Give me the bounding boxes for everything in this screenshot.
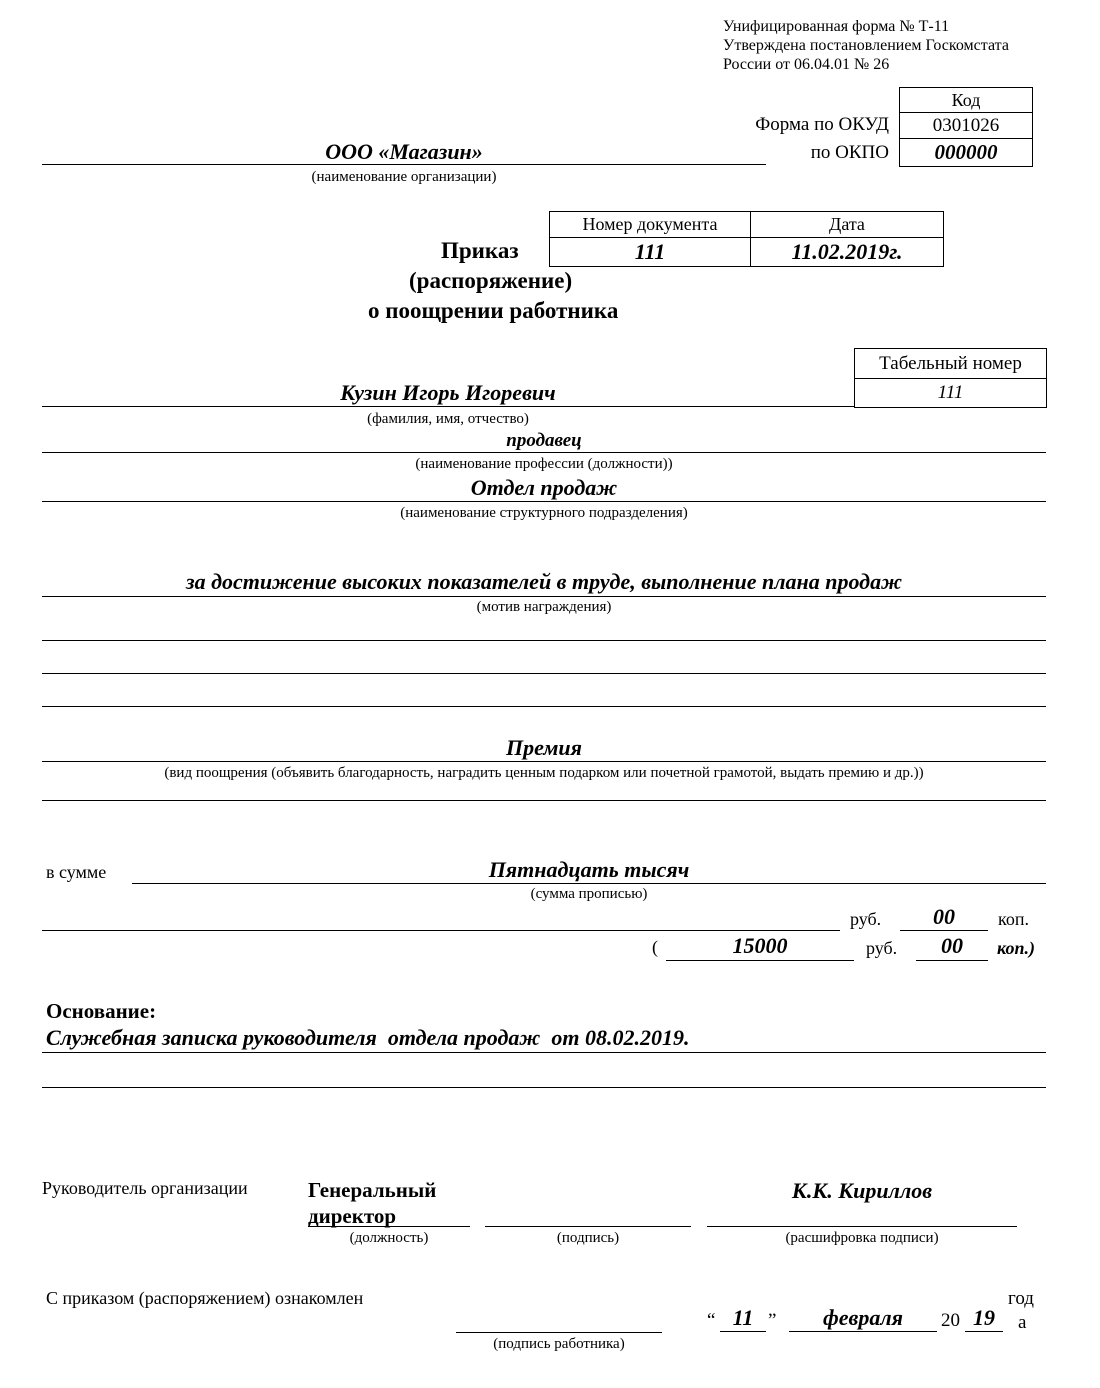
head-name-line bbox=[707, 1226, 1017, 1227]
ack-day: 11 bbox=[732, 1305, 754, 1330]
organization-name: ООО «Магазин» bbox=[325, 139, 483, 164]
blank-line bbox=[42, 706, 1046, 707]
tab-number-header bbox=[854, 348, 1047, 379]
head-name: К.К. Кириллов bbox=[791, 1178, 933, 1203]
ack-signature-line bbox=[456, 1332, 662, 1333]
doc-number-value: 111 bbox=[634, 239, 666, 264]
form-header-line2: Утверждена постановлением Госкомстата bbox=[723, 37, 1009, 54]
kop-label: коп. bbox=[998, 909, 1029, 929]
kop-label-2: коп.) bbox=[997, 938, 1035, 958]
basis-label: Основание: bbox=[46, 999, 157, 1023]
rub-label-2: руб. bbox=[866, 938, 898, 958]
employee-name-line bbox=[42, 406, 854, 407]
reward-line bbox=[42, 761, 1046, 762]
head-position-line2: директор bbox=[308, 1204, 397, 1228]
ack-month: февраля bbox=[823, 1305, 903, 1330]
motive-caption: (мотив награждения) bbox=[476, 599, 612, 615]
date-quote-close: ” bbox=[768, 1310, 777, 1331]
doc-title-2: (распоряжение) bbox=[409, 268, 573, 293]
organization-caption: (наименование организации) bbox=[311, 169, 497, 185]
ack-year-prefix: 20 bbox=[941, 1310, 960, 1331]
amount-digits: 15000 bbox=[732, 933, 788, 958]
amount-words-line bbox=[132, 883, 1046, 884]
kod-label: Код bbox=[951, 90, 981, 110]
head-signature-caption: (подпись) bbox=[556, 1230, 620, 1246]
position-caption: (наименование профессии (должности)) bbox=[415, 456, 673, 472]
doc-number-cell bbox=[549, 237, 751, 267]
organization-line bbox=[42, 164, 766, 165]
kop-line bbox=[900, 930, 988, 931]
head-signature-line bbox=[485, 1226, 691, 1227]
amount-digits-line bbox=[666, 960, 854, 961]
basis-text: Служебная записка руководителя отдела продаж от 08.02.2019. bbox=[46, 1025, 690, 1050]
okud-label: Форма по ОКУД bbox=[755, 114, 889, 135]
doc-number-header bbox=[549, 211, 751, 238]
amount-words-caption: (сумма прописью) bbox=[530, 886, 648, 902]
doc-date-header bbox=[750, 211, 944, 238]
ack-month-line bbox=[789, 1331, 937, 1332]
amount-words: Пятнадцать тысяч bbox=[488, 857, 690, 882]
doc-date-value: 11.02.2019г. bbox=[791, 239, 903, 264]
head-position-line1: Генеральный bbox=[308, 1178, 437, 1202]
employee-name-caption: (фамилия, имя, отчество) bbox=[367, 411, 529, 427]
reward-text: Премия bbox=[506, 735, 582, 760]
open-paren: ( bbox=[652, 937, 658, 957]
employee-department: Отдел продаж bbox=[470, 475, 618, 500]
doc-date-label: Дата bbox=[829, 214, 865, 234]
blank-line bbox=[42, 640, 1046, 641]
ack-year-line bbox=[965, 1331, 1003, 1332]
form-header-line1: Унифицированная форма № Т-11 bbox=[723, 18, 950, 35]
ack-day-line bbox=[720, 1331, 766, 1332]
blank-line bbox=[42, 1087, 1046, 1088]
department-line bbox=[42, 501, 1046, 502]
okud-value: 0301026 bbox=[932, 115, 1000, 136]
okpo-value: 000000 bbox=[934, 140, 998, 164]
department-caption: (наименование структурного подразделения) bbox=[400, 505, 688, 521]
amount-words-line-2 bbox=[42, 930, 840, 931]
blank-line bbox=[42, 800, 1046, 801]
rub-label: руб. bbox=[850, 909, 882, 929]
kop-value: 00 bbox=[933, 904, 955, 929]
position-line bbox=[42, 452, 1046, 453]
blank-line bbox=[42, 673, 1046, 674]
basis-line bbox=[42, 1052, 1046, 1053]
head-position-caption: (должность) bbox=[349, 1230, 429, 1246]
motive-line bbox=[42, 596, 1046, 597]
doc-date-cell bbox=[750, 237, 944, 267]
motive-text: за достижение высоких показателей в труде, выполнение плана продаж bbox=[185, 569, 903, 594]
ack-signature-caption: (подпись работника) bbox=[493, 1336, 625, 1352]
ack-year-suffix: 19 bbox=[973, 1305, 995, 1330]
head-position bbox=[308, 1177, 436, 1229]
kod-header-cell bbox=[899, 87, 1033, 113]
form-header-line3: России от 06.04.01 № 26 bbox=[723, 56, 890, 73]
reward-caption: (вид поощрения (объявить благодарность, наградить ценным подарком или почетной грамотой, выдать премию и др.)) bbox=[164, 765, 924, 781]
tab-number-value: 111 bbox=[937, 382, 964, 403]
employee-name: Кузин Игорь Игоревич bbox=[340, 380, 556, 405]
employee-position: продавец bbox=[506, 430, 582, 451]
tab-number-label: Табельный номер bbox=[879, 353, 1022, 374]
form-header bbox=[723, 17, 1009, 74]
okud-cell bbox=[899, 112, 1033, 139]
head-name-caption: (расшифровка подписи) bbox=[785, 1230, 939, 1246]
date-quote-open: “ bbox=[707, 1310, 716, 1331]
ack-god: год bbox=[1008, 1288, 1034, 1309]
head-position-line bbox=[308, 1226, 470, 1227]
okpo-cell bbox=[899, 138, 1033, 167]
ack-a: а bbox=[1018, 1312, 1027, 1333]
kop-line-2 bbox=[916, 960, 988, 961]
doc-title-1: Приказ bbox=[441, 238, 519, 263]
tab-number-cell bbox=[854, 378, 1047, 408]
doc-title-3: о поощрении работника bbox=[368, 298, 619, 323]
ack-label: С приказом (распоряжением) ознакомлен bbox=[46, 1288, 364, 1308]
okpo-label: по ОКПО bbox=[810, 142, 889, 163]
amount-label: в сумме bbox=[46, 862, 107, 882]
kop-value-2: 00 bbox=[941, 933, 963, 958]
head-label: Руководитель организации bbox=[42, 1178, 248, 1198]
doc-number-label: Номер документа bbox=[582, 214, 718, 234]
